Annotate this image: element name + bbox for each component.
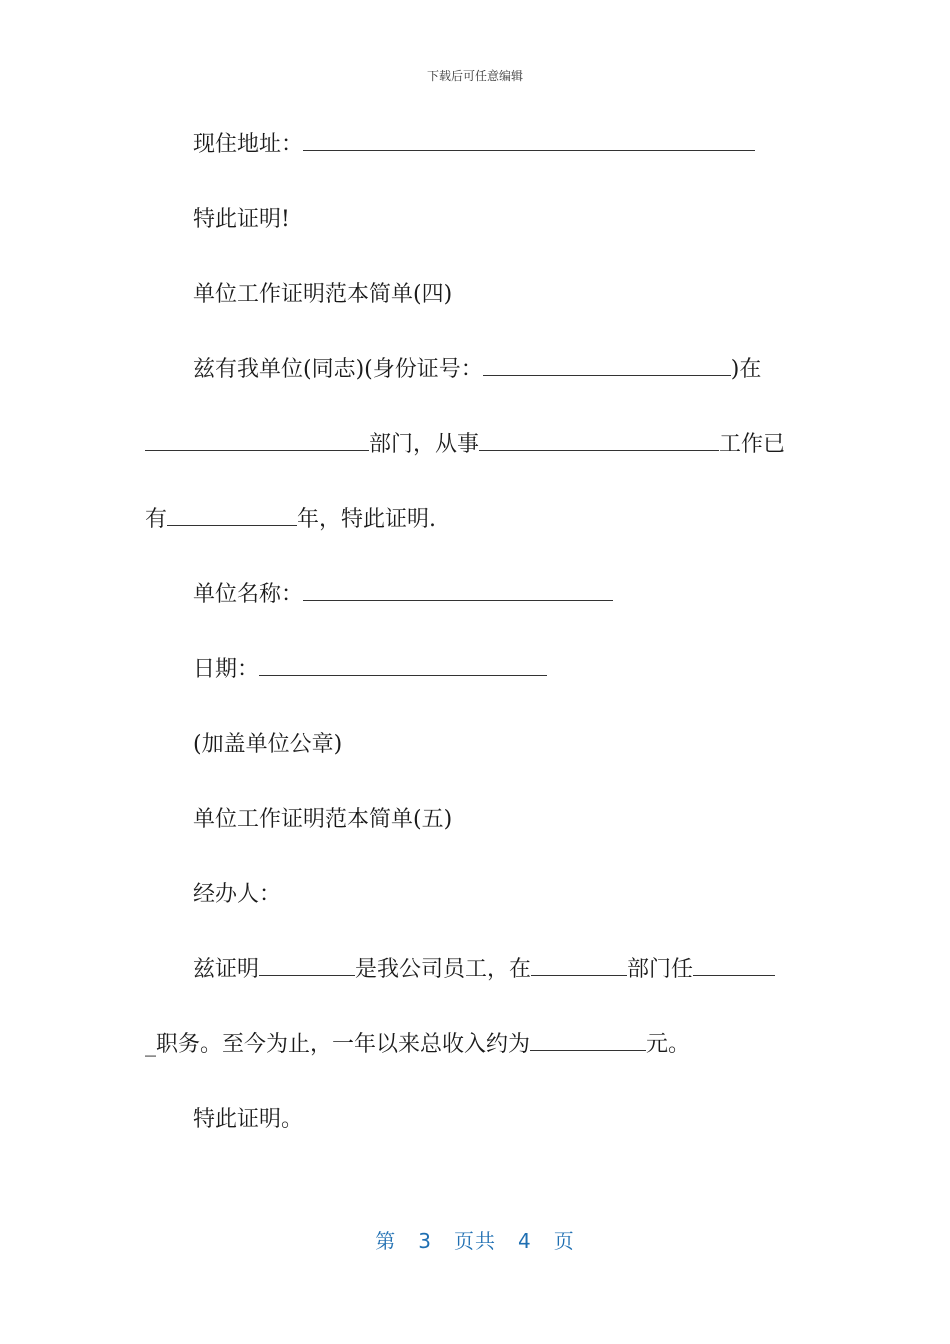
income-blank [530,1030,646,1051]
date-blank [259,655,547,676]
statement-line-2 [145,430,785,460]
certify-line-1: 特此证明! [193,207,290,232]
date-line [193,655,547,685]
statement-text-h: 是我公司员工，在 [355,957,532,982]
footer-label-page: 第 [375,1229,397,1253]
page-header-note: 下载后可任意编辑 [426,69,523,83]
footer-total-pages: 4 [518,1229,532,1253]
department-blank [145,430,369,451]
statement-line-5 [145,1030,690,1060]
seal-note: (加盖单位公章) [193,732,343,757]
unit-name-blank [303,580,613,601]
statement-line-3 [145,505,436,535]
address-label: 现住地址： [193,132,304,157]
position-blank [693,955,775,976]
certify-line-2: 特此证明。 [193,1107,304,1132]
unit-name-line [193,580,613,610]
statement-text-g: 兹证明 [193,957,260,982]
statement-line-1 [193,355,761,385]
address-blank [303,130,755,151]
statement-text-b: )在 [730,357,762,382]
statement-text-i: 部门任 [627,957,694,982]
work-blank [479,430,719,451]
statement-text-k: 元。 [646,1032,691,1057]
statement-line-4 [193,955,775,985]
statement-text-d: 工作已 [719,432,786,457]
statement-text-e: 有 [145,507,168,532]
years-blank [167,505,297,526]
footer-label-pages: 页 [553,1229,575,1253]
statement-text-c: 部门，从事 [369,432,480,457]
unit-name-label: 单位名称： [193,582,304,607]
page-footer [0,1225,950,1254]
section-title-5: 单位工作证明范本简单(五) [193,807,453,832]
date-label: 日期： [193,657,260,682]
id-number-blank [483,355,731,376]
handler-label: 经办人： [193,882,282,907]
footer-page-number: 3 [418,1229,432,1253]
dept-blank-2 [531,955,627,976]
statement-text-f: 年，特此证明. [297,507,437,532]
footer-label-of: 页共 [454,1229,496,1253]
statement-text-j: _职务。至今为止，一年以来总收入约为 [145,1032,531,1057]
employee-name-blank [259,955,355,976]
section-title-4: 单位工作证明范本简单(四) [193,282,453,307]
statement-text-a: 兹有我单位(同志)(身份证号： [193,357,483,382]
address-line [193,130,755,160]
